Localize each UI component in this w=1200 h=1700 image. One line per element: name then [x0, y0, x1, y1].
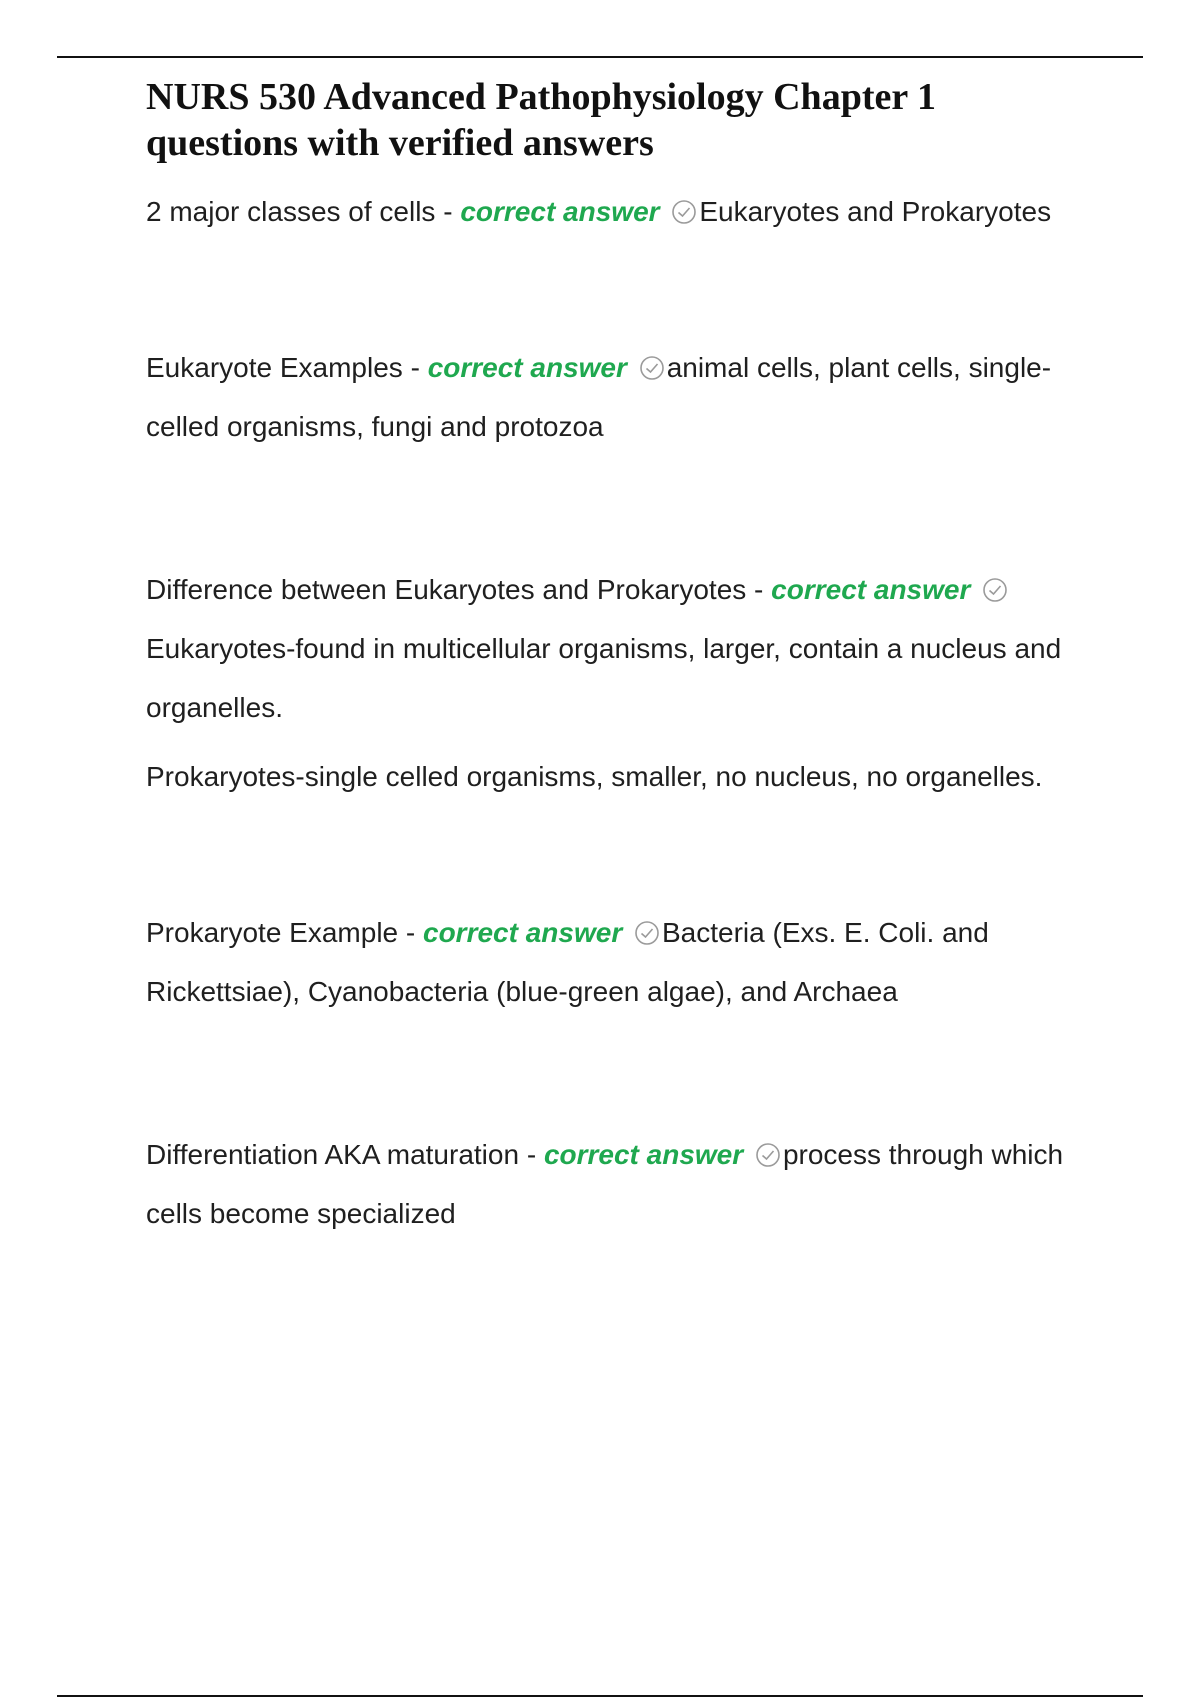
document-body [146, 74, 1086, 1243]
answer-continued-text: Prokaryotes-single celled organisms, smaller, no nucleus, no organelles. [146, 761, 1043, 792]
answer-text: Bacteria (Exs. E. Coli. and Rickettsiae), Cyanobacteria (blue-green algae), and Archaea [146, 917, 989, 1007]
check-circle-icon [755, 1142, 781, 1168]
check-circle-icon [639, 355, 665, 381]
correct-answer-label: correct answer [427, 352, 627, 383]
question-text: Prokaryote Example [146, 917, 399, 948]
qa-item [146, 338, 1086, 456]
qa-item [146, 190, 1086, 234]
document-title: NURS 530 Advanced Pathophysiology Chapter 1 questions with verified answers [146, 76, 937, 164]
correct-answer-label: correct answer [460, 196, 660, 227]
separator: - [519, 1139, 544, 1170]
separator: - [402, 352, 428, 383]
qa-item [146, 560, 1086, 737]
check-circle-icon [634, 920, 660, 946]
question-text: 2 major classes of cells [146, 196, 436, 227]
separator: - [435, 196, 461, 227]
question-text: Difference between Eukaryotes and Prokaryotes [146, 574, 747, 605]
correct-answer-label: correct answer [423, 917, 623, 948]
bottom-rule [57, 1695, 1143, 1697]
answer-text: animal cells, plant cells, single-celled organisms, fungi and protozoa [146, 352, 1052, 442]
correct-answer-label: correct answer [543, 1139, 744, 1170]
qa-item [146, 903, 1086, 1021]
answer-text: Eukaryotes-found in multicellular organisms, larger, contain a nucleus and organelles. [146, 633, 1062, 723]
answer-text: process through which cells become specialized [146, 1139, 1064, 1229]
correct-answer-label: correct answer [771, 574, 971, 605]
top-rule [57, 56, 1143, 58]
check-circle-icon [671, 199, 697, 225]
question-text: Eukaryote Examples [146, 352, 403, 383]
qa-item [146, 1125, 1086, 1243]
separator: - [398, 917, 423, 948]
question-text: Differentiation AKA maturation [146, 1139, 520, 1170]
answer-text: Eukaryotes and Prokaryotes [699, 196, 1052, 227]
check-circle-icon [982, 577, 1008, 603]
separator: - [746, 574, 772, 605]
